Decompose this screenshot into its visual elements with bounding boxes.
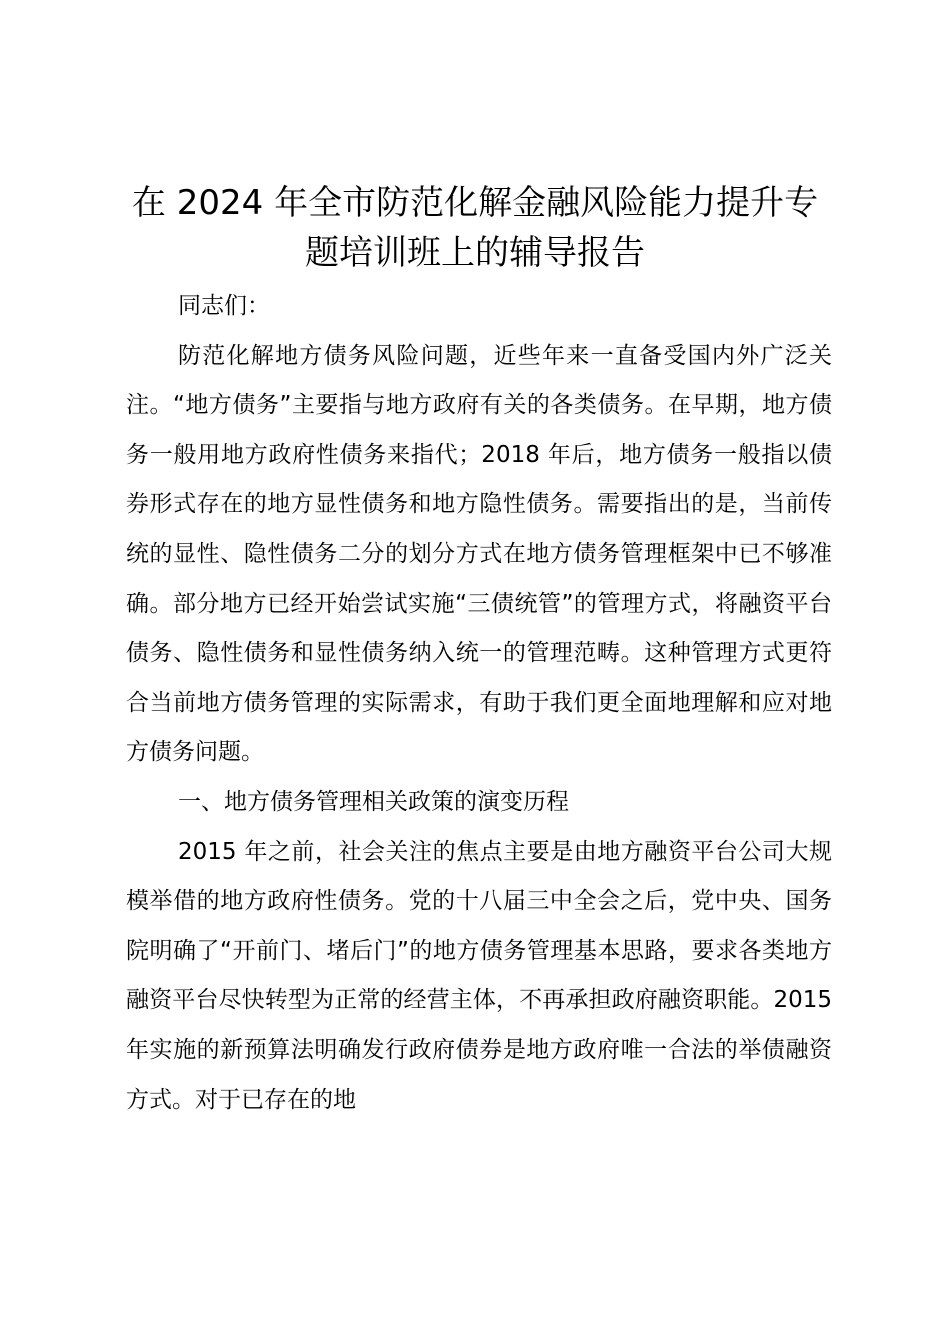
salutation: 同志们： xyxy=(178,293,270,319)
section-heading-1: 一、地方债务管理相关政策的演变历程 xyxy=(178,788,569,815)
paragraph-section-1: 2015 年之前，社会关注的焦点主要是由地方融资平台公司大规模举借的地方政府性债务。党的十八届三中全会之后，党中央、国务院明确了“开前门、堵后门”的地方债务管理基本思路，要求各类地方融资平台尽快转型为正常的经营主体，不再承担政府融资职能。2015 年实施的新预算法明确发行政府债券是地方政府唯一合法的举债融资方式。对于已存在的地 xyxy=(126,838,832,1113)
document-body xyxy=(126,282,832,1125)
paragraph-intro: 防范化解地方债务风险问题，近些年来一直备受国内外广泛关注。“地方债务”主要指与地方政府有关的各类债务。在早期，地方债务一般用地方政府性债务来指代；2018 年后，地方债务一般指以债券形式存在的地方显性债务和地方隐性债务。需要指出的是，当前传统的显性、隐性债务二分的划分方式在地方债务管理框架中已不够准确。部分地方已经开始尝试实施“三债统管”的管理方式，将融资平台债务、隐性债务和显性债务纳入统一的管理范畴。这种管理方式更符合当前地方债务管理的实际需求，有助于我们更全面地理解和应对地方债务问题。 xyxy=(126,342,832,766)
document-title: 在 2024 年全市防范化解金融风险能力提升专题培训班上的辅导报告 xyxy=(131,183,819,273)
